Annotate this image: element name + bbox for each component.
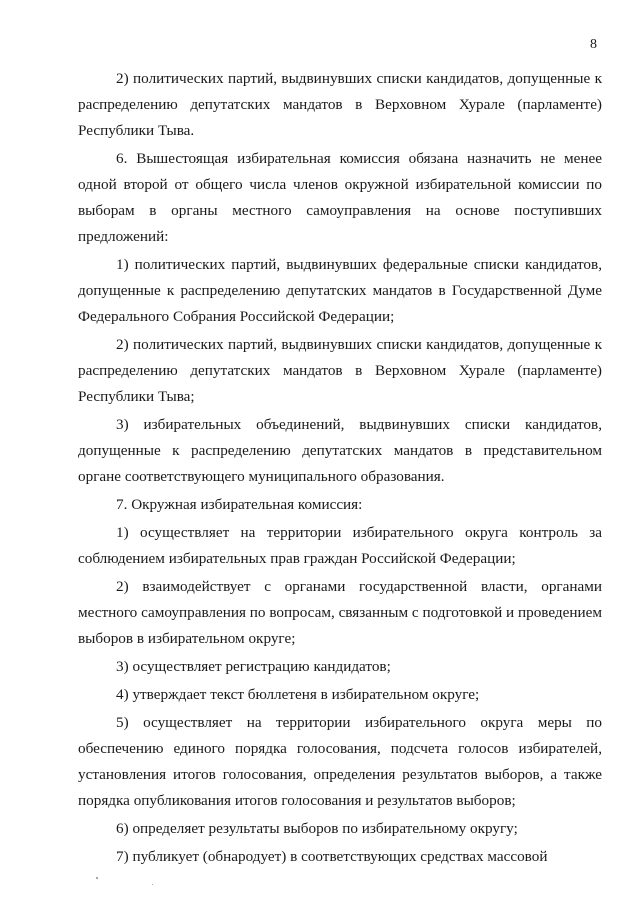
paragraph: 7) публикует (обнародует) в соответствующих средствах массовой xyxy=(116,848,548,865)
paragraph: 6. Вышестоящая избирательная комиссия обязана назначить не менее одной второй от общего числа членов окружной избирательной комиссии по выборам в органы местного самоуправления на основе поступивших предложений: xyxy=(78,150,602,245)
scan-speck xyxy=(152,884,153,885)
paragraph: 1) осуществляет на территории избирательного округа контроль за соблюдением избирательных прав граждан Российской Федерации; xyxy=(78,524,602,567)
paragraph: 3) избирательных объединений, выдвинувших списки кандидатов, допущенные к распределению депутатских мандатов в представительном органе соответствующего муниципального образования. xyxy=(78,416,602,485)
scan-speck xyxy=(96,877,98,879)
paragraph: 5) осуществляет на территории избирательного округа меры по обеспечению единого порядка голосования, подсчета голосов избирателей, установления итогов голосования, определения результатов выборов, а также порядка опубликования итогов голосования и результатов выборов; xyxy=(78,714,602,809)
paragraph: 2) политических партий, выдвинувших списки кандидатов, допущенные к распределению депутатских мандатов в Верховном Хурале (парламенте) Республики Тыва; xyxy=(78,336,602,405)
paragraph: 2) взаимодействует с органами государственной власти, органами местного самоуправления по вопросам, связанным с подготовкой и проведением выборов в избирательном округе; xyxy=(78,578,602,647)
page-number: 8 xyxy=(590,37,597,52)
paragraph: 3) осуществляет регистрацию кандидатов; xyxy=(116,658,391,675)
paragraph: 7. Окружная избирательная комиссия: xyxy=(116,496,363,513)
document-body xyxy=(78,66,602,872)
paragraph: 6) определяет результаты выборов по избирательному округу; xyxy=(116,820,518,837)
paragraph: 4) утверждает текст бюллетеня в избирательном округе; xyxy=(116,686,480,703)
paragraph: 1) политических партий, выдвинувших федеральные списки кандидатов, допущенные к распределению депутатских мандатов в Государственной Думе Федерального Собрания Российской Федерации; xyxy=(78,256,602,325)
paragraph: 2) политических партий, выдвинувших списки кандидатов, допущенные к распределению депутатских мандатов в Верховном Хурале (парламенте) Республики Тыва. xyxy=(78,70,602,139)
